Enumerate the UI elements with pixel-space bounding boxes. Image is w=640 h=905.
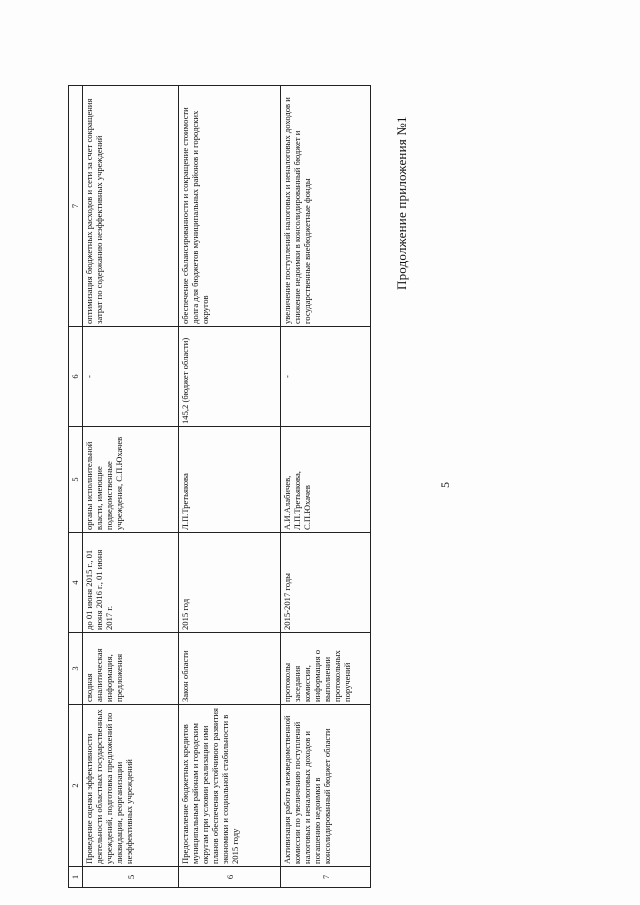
amount-cell: - — [281, 327, 371, 427]
effect-cell: оптимизация бюджетных расходов и сети за счет сокращения затрат по содержанию неэффективных учреждений — [83, 86, 179, 327]
header-cell: 3 — [69, 633, 83, 705]
executors-cell: Л.П.Третьякова — [179, 427, 281, 533]
amount-cell: - — [83, 327, 179, 427]
deadline-cell: 2015-2017 годы — [281, 533, 371, 633]
rotated-page-content — [68, 86, 452, 888]
measure-cell: Предоставление бюджетных кредитов муниципальным районам и городским округам при условии реализации ими планов обеспечения устойчивого развития экономики и социальной стабильности в 2015 году — [179, 705, 281, 867]
executors-cell: А.И.Алабичев, Л.П.Третьякова, С.П.Юхачев — [281, 427, 371, 533]
row-number: 6 — [179, 867, 281, 888]
effect-cell: обеспечение сбалансированности и сокращение стоимости долга для бюджетов муниципальных районов и городских округов — [179, 86, 281, 327]
table-row — [83, 86, 179, 888]
result-form-cell: протоколы заседания комиссии, информация о выполнении протокольных поручений — [281, 633, 371, 705]
header-cell: 1 — [69, 867, 83, 888]
header-cell: 5 — [69, 427, 83, 533]
result-form-cell: сводная аналитическая информация, предложения — [83, 633, 179, 705]
row-number: 7 — [281, 867, 371, 888]
header-cell: 4 — [69, 533, 83, 633]
header-cell: 2 — [69, 705, 83, 867]
measures-table — [68, 85, 371, 888]
deadline-cell: до 01 июня 2015 г., 01 июня 2016 г., 01 июня 2017 г. — [83, 533, 179, 633]
header-cell: 6 — [69, 327, 83, 427]
table-row — [281, 86, 371, 888]
executors-cell: органы исполнительной власти, имеющие подведомственные учреждения, С.П.Юхачев — [83, 427, 179, 533]
result-form-cell: Закон области — [179, 633, 281, 705]
page-number: 5 — [438, 482, 452, 488]
measure-cell: Активизация работы межведомственной комиссии по увеличению поступлений налоговых и неналоговых доходов и погашению недоимки в консолидированный бюджет области — [281, 705, 371, 867]
amount-cell: 145,2 (бюджет области) — [179, 327, 281, 427]
continuation-heading: Продолжение приложения №1 — [394, 116, 409, 290]
deadline-cell: 2015 год — [179, 533, 281, 633]
measure-cell: Проведение оценки эффективности деятельности областных государственных учреждений, подготовка предложений по ликвидации, реорганизации неэффективных учреждений — [83, 705, 179, 867]
table-header-row — [69, 86, 83, 888]
table-row — [179, 86, 281, 888]
effect-cell: увеличение поступлений налоговых и неналоговых доходов и снижение недоимки в консолидированный бюджет и государственные внебюджетные фонды — [281, 86, 371, 327]
header-cell: 7 — [69, 86, 83, 327]
row-number: 5 — [83, 867, 179, 888]
